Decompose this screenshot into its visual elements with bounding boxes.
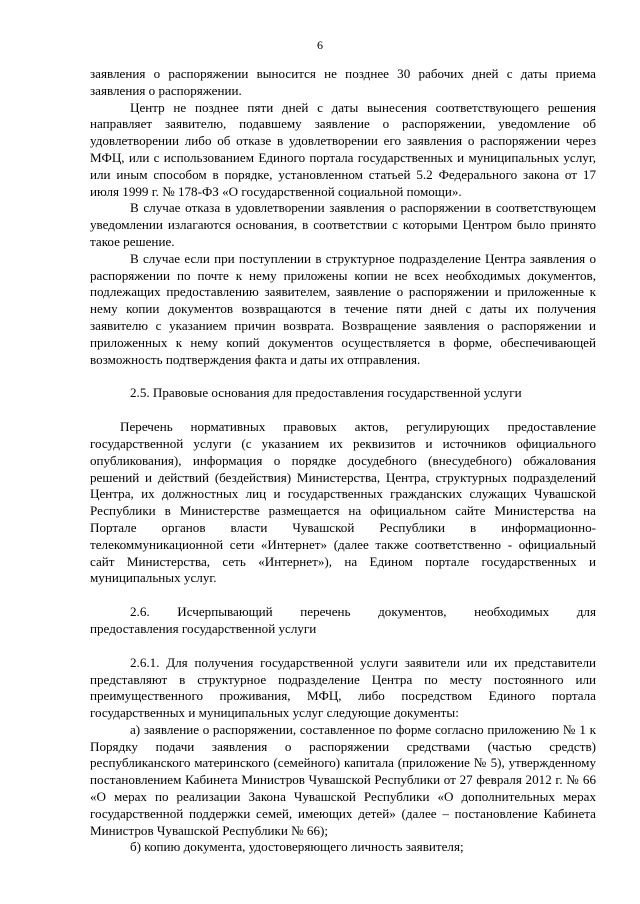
- paragraph-2-6-1: 2.6.1. Для получения государственной услуги заявители или их представители представляют в структурное подразделение Центра по месту постоянного или преимущественного проживания, МФЦ, либо посредством Единого портала государственных и муниципальных услуг следующие документы:: [90, 654, 596, 721]
- section-heading-2-6-line2: предоставления государственной услуги: [90, 620, 317, 636]
- section-heading-2-5: 2.5. Правовые основания для предоставления государственной услуги: [130, 385, 522, 401]
- paragraph-refusal-grounds: В случае отказа в удовлетворении заявления о распоряжении в соответствующем уведомлении излагаются основания, в соответствии с которыми Центром было принято такое решение.: [90, 200, 596, 249]
- list-item-a: а) заявление о распоряжении, составленное по форме согласно приложению № 1 к Порядку подачи заявления о распоряжении средствами (частью средств) республиканского материнского (семейного) капитала (приложение № 5), утвержденному постановлением Кабинета Министров Чувашской Республики от 27 февраля 2012 г. № 66 «О мерах по реализации Закона Чувашской Республики «О дополнительных мерах государственной поддержки семей, имеющих детей» (далее – постановление Кабинета Министров Чувашской Республики № 66);: [90, 721, 596, 838]
- page-number: 6: [317, 38, 323, 52]
- paragraph-decision-deadline: заявления о распоряжении выносится не позднее 30 рабочих дней с даты приема заявления о распоряжении.: [90, 66, 596, 98]
- document-body: [90, 66, 596, 856]
- list-item-b: б) копию документа, удостоверяющего личность заявителя;: [130, 839, 464, 855]
- paragraph-incomplete-documents: В случае если при поступлении в структурное подразделение Центра заявления о распоряжении по почте к нему приложены копии не всех необходимых документов, подлежащих предоставлению заявителем, заявление о распоряжении и приложенные к нему копии документов возвращаются в течение пяти дней с даты их получения заявителю с указанием причин возврата. Возвращение заявления о распоряжении и приложенных к нему копий документов осуществляется в форме, обеспечивающей возможность подтверждения факта и даты их отправления.: [90, 250, 596, 367]
- section-heading-2-6-line1: 2.6. Исчерпывающий перечень документов, необходимых для: [130, 604, 596, 620]
- paragraph-legal-acts: Перечень нормативных правовых актов, регулирующих предоставление государственной услуги (с указанием их реквизитов и источников официального опубликования), информация о порядке досудебного (внесудебного) обжалования решений и действий (бездействия) Министерства, Центра, структурных подразделений Центра, их должностных лиц и государственных гражданских служащих Чувашской Республики в Министерстве размещается на официальном сайте Министерства на Портале органов власти Чувашской Республики в информационно-телекоммуникационной сети «Интернет» (далее также соответственно - официальный сайт Министерства, сеть «Интернет»), на Едином портале государственных и муниципальных услуг.: [90, 419, 596, 586]
- paragraph-notification: Центр не позднее пяти дней с даты вынесения соответствующего решения направляет заявителю, подавшему заявление о распоряжении, уведомление об удовлетворении либо об отказе в удовлетворении его заявления о распоряжении через МФЦ, или с использованием Единого портала государственных и муниципальных услуг, или иным способом в порядке, установленном статьей 5.2 Федерального закона от 17 июля 1999 г. № 178-ФЗ «О государственной социальной помощи».: [90, 99, 596, 199]
